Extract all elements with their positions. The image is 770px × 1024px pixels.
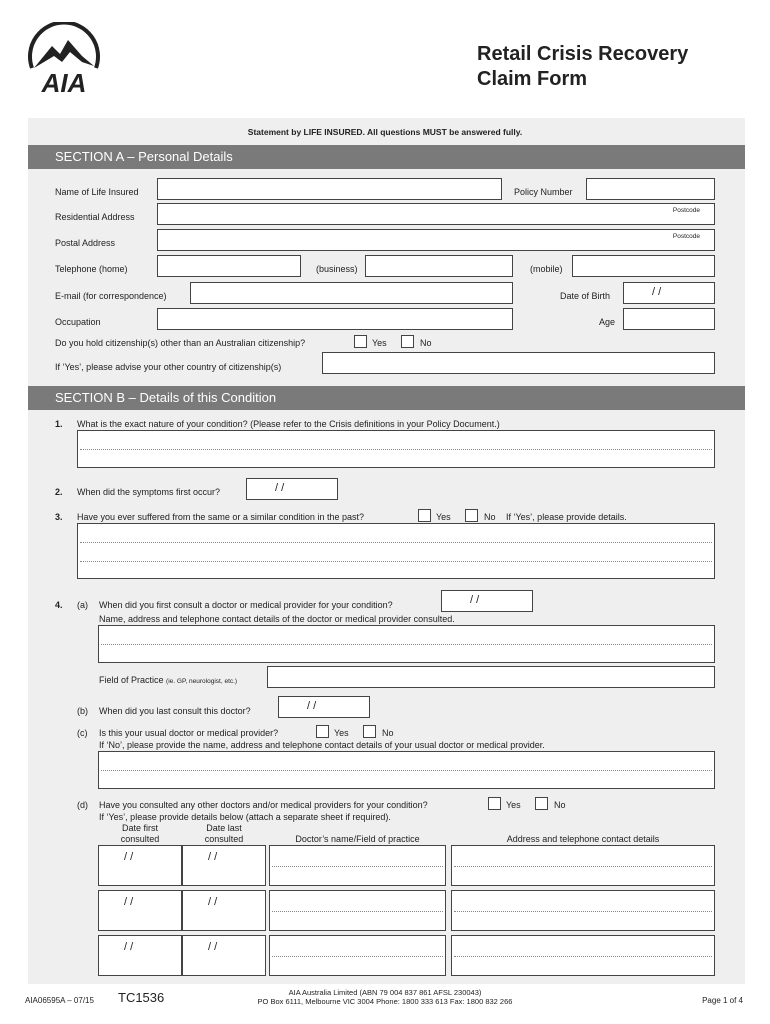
q4c-text: Is this your usual doctor or medical provider? xyxy=(99,728,279,738)
row1-address-writing-line xyxy=(454,866,712,867)
company-details-line1: AIA Australia Limited (ABN 79 004 837 861 AFSL 230043) xyxy=(288,988,482,997)
q3-writing-line-1 xyxy=(80,542,712,543)
citizenship-country-input[interactable] xyxy=(322,352,715,374)
q4b-date-separators: / / xyxy=(307,700,317,712)
col-date-first-line2: consulted xyxy=(120,834,160,844)
row3-date-first-separators: / / xyxy=(124,941,134,953)
form-title-line2: Claim Form xyxy=(477,68,588,90)
telephone-mobile-input[interactable] xyxy=(572,255,715,277)
citizenship-question: Do you hold citizenship(s) other than an Australian citizenship? xyxy=(55,338,306,348)
q2-date-separators: / / xyxy=(275,482,285,494)
row1-date-first-separators: / / xyxy=(124,851,134,863)
q4-number: 4. xyxy=(55,600,63,610)
q4b-text: When did you last consult this doctor? xyxy=(99,706,251,716)
q4a-date-input[interactable] xyxy=(441,590,533,612)
citizenship-yes-label: Yes xyxy=(372,338,387,348)
q4c-details-input[interactable] xyxy=(98,751,715,789)
telephone-home-input[interactable] xyxy=(157,255,301,277)
q4c-yes-checkbox[interactable] xyxy=(316,725,329,738)
q3-number: 3. xyxy=(55,512,63,522)
q4c-letter: (c) xyxy=(77,728,88,738)
field-of-practice-input[interactable] xyxy=(267,666,715,688)
q1-answer-input[interactable] xyxy=(77,430,715,468)
row1-doctor-input[interactable] xyxy=(269,845,446,886)
aia-logo xyxy=(24,22,104,102)
row3-date-last-separators: / / xyxy=(208,941,218,953)
q1-writing-line xyxy=(80,449,712,450)
q4c-subtext: If ‘No’, please provide the name, address and telephone contact details of your usual doctor or medical provider. xyxy=(99,740,545,750)
policy-number-input[interactable] xyxy=(586,178,715,200)
telephone-business-label: (business) xyxy=(316,264,358,274)
q4d-no-checkbox[interactable] xyxy=(535,797,548,810)
residential-address-label: Residential Address xyxy=(55,212,135,222)
col-date-last-header xyxy=(182,823,266,845)
row3-date-first-input[interactable] xyxy=(98,935,182,976)
occupation-input[interactable] xyxy=(157,308,513,330)
q4c-yes-label: Yes xyxy=(334,728,349,738)
company-details-line2: PO Box 6111, Melbourne VIC 3004 Phone: 1800 333 613 Fax: 1800 832 266 xyxy=(257,997,513,1006)
q4d-yes-label: Yes xyxy=(506,800,521,810)
row1-address-input[interactable] xyxy=(451,845,715,886)
q4d-text: Have you consulted any other doctors and/or medical providers for your condition? xyxy=(99,800,428,810)
q3-yes-label: Yes xyxy=(436,512,451,522)
row2-date-last-separators: / / xyxy=(208,896,218,908)
age-label: Age xyxy=(599,317,616,327)
tc-code: TC1536 xyxy=(118,990,165,1005)
telephone-home-label: Telephone (home) xyxy=(55,264,128,274)
field-of-practice-label xyxy=(99,675,237,687)
q4a-details-input[interactable] xyxy=(98,625,715,663)
q2-date-input[interactable] xyxy=(246,478,338,500)
q2-text: When did the symptoms first occur? xyxy=(77,487,221,497)
policy-number-label: Policy Number xyxy=(514,187,573,197)
row3-doctor-writing-line xyxy=(272,956,443,957)
col-date-first-line1: Date first xyxy=(121,823,158,833)
q4a-writing-line xyxy=(101,644,712,645)
logo-text: AIA xyxy=(41,68,87,98)
col-doctor-header: Doctor’s name/Field of practice xyxy=(295,834,420,844)
q4d-no-label: No xyxy=(554,800,566,810)
citizenship-no-checkbox[interactable] xyxy=(401,335,414,348)
page-number: Page 1 of 4 xyxy=(702,996,743,1005)
q1-text: What is the exact nature of your condition? (Please refer to the Crisis definitions in your Policy Document.) xyxy=(77,419,500,429)
row3-doctor-input[interactable] xyxy=(269,935,446,976)
col-date-first-header xyxy=(98,823,182,845)
citizenship-advise-label: If ‘Yes’, please advise your other country of citizenship(s) xyxy=(55,362,282,372)
postal-postcode-label: Postcode xyxy=(672,233,700,240)
telephone-business-input[interactable] xyxy=(365,255,513,277)
q4d-letter: (d) xyxy=(77,800,88,810)
row2-date-last-input[interactable] xyxy=(182,890,266,931)
occupation-label: Occupation xyxy=(55,317,101,327)
form-title-line1: Retail Crisis Recovery xyxy=(477,43,689,65)
row1-date-first-input[interactable] xyxy=(98,845,182,886)
q4a-letter: (a) xyxy=(77,600,88,610)
row2-address-writing-line xyxy=(454,911,712,912)
field-of-practice-hint: (ie. GP, neurologist, etc.) xyxy=(166,678,238,685)
q4d-yes-checkbox[interactable] xyxy=(488,797,501,810)
citizenship-yes-checkbox[interactable] xyxy=(354,335,367,348)
col-date-last-line1: Date last xyxy=(206,823,242,833)
telephone-mobile-label: (mobile) xyxy=(530,264,563,274)
date-of-birth-input[interactable] xyxy=(623,282,715,304)
q4a-subtext: Name, address and telephone contact details of the doctor or medical provider consulted. xyxy=(99,614,455,624)
age-input[interactable] xyxy=(623,308,715,330)
q4c-writing-line xyxy=(101,770,712,771)
row3-address-writing-line xyxy=(454,956,712,957)
field-of-practice-text: Field of Practice xyxy=(99,675,164,685)
q4d-subtext: If ‘Yes’, please provide details below (attach a separate sheet if required). xyxy=(99,812,391,822)
q4a-date-separators: / / xyxy=(470,594,480,606)
q3-text: Have you ever suffered from the same or a similar condition in the past? xyxy=(77,512,364,522)
col-date-last-line2: consulted xyxy=(204,834,244,844)
q4c-no-label: No xyxy=(382,728,394,738)
postal-address-label: Postal Address xyxy=(55,238,116,248)
form-code: AIA06595A – 07/15 xyxy=(25,996,94,1005)
q3-yes-checkbox[interactable] xyxy=(418,509,431,522)
email-input[interactable] xyxy=(190,282,513,304)
name-input[interactable] xyxy=(157,178,502,200)
q4c-no-checkbox[interactable] xyxy=(363,725,376,738)
row2-address-input[interactable] xyxy=(451,890,715,931)
residential-postcode-label: Postcode xyxy=(672,207,700,214)
postal-address-input[interactable] xyxy=(157,229,715,251)
residential-address-input[interactable] xyxy=(157,203,715,225)
statement-text: Statement by LIFE INSURED. All questions MUST be answered fully. xyxy=(247,127,523,137)
row2-date-first-input[interactable] xyxy=(98,890,182,931)
q3-details-label: If ‘Yes’, please provide details. xyxy=(506,512,627,522)
q2-number: 2. xyxy=(55,487,63,497)
email-label: E-mail (for correspondence) xyxy=(55,291,167,301)
q1-number: 1. xyxy=(55,419,63,429)
section-a-header: SECTION A – Personal Details xyxy=(28,145,745,169)
citizenship-no-label: No xyxy=(420,338,432,348)
row1-date-last-input[interactable] xyxy=(182,845,266,886)
q3-answer-input[interactable] xyxy=(77,523,715,579)
q4b-date-input[interactable] xyxy=(278,696,370,718)
q3-writing-line-2 xyxy=(80,561,712,562)
dob-date-separators: / / xyxy=(652,286,662,298)
name-label: Name of Life Insured xyxy=(55,187,139,197)
q3-no-label: No xyxy=(484,512,496,522)
q3-no-checkbox[interactable] xyxy=(465,509,478,522)
section-b-header: SECTION B – Details of this Condition xyxy=(28,386,745,410)
row1-date-last-separators: / / xyxy=(208,851,218,863)
row2-doctor-writing-line xyxy=(272,911,443,912)
date-of-birth-label: Date of Birth xyxy=(560,291,611,301)
col-address-header: Address and telephone contact details xyxy=(506,834,660,844)
row3-date-last-input[interactable] xyxy=(182,935,266,976)
form-title xyxy=(477,42,688,92)
row1-doctor-writing-line xyxy=(272,866,443,867)
row3-address-input[interactable] xyxy=(451,935,715,976)
row2-date-first-separators: / / xyxy=(124,896,134,908)
q4b-letter: (b) xyxy=(77,706,88,716)
q4a-text: When did you first consult a doctor or medical provider for your condition? xyxy=(99,600,393,610)
row2-doctor-input[interactable] xyxy=(269,890,446,931)
